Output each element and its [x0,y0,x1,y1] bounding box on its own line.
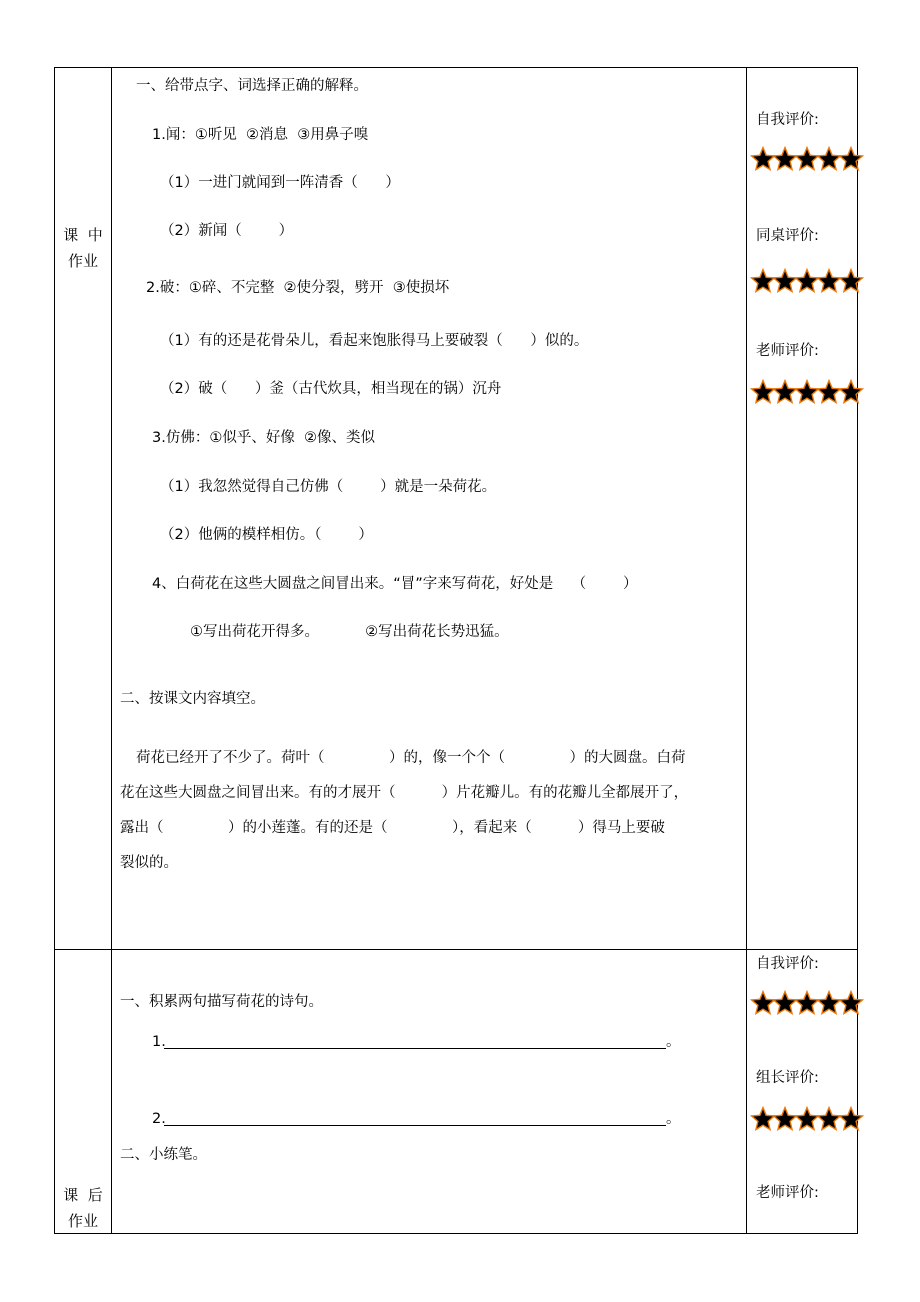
s1-q1-item3b: （2）他俩的模样相仿。（ ） [160,527,373,543]
s2-eval-leader-label: 组长评价: [756,1070,819,1086]
section2-label [55,1182,111,1234]
s1-q1-title: 一、给带点字、词选择正确的解释。 [136,78,368,94]
s1-q2-paragraph [120,741,738,881]
s1-q1-item1: 1.闻：①听见 ②消息 ③用鼻子嗅 [152,127,369,143]
s2-eval-leader-stars[interactable] [750,1106,860,1134]
s1-q1-item4-options: ①写出荷花开得多。 ②写出荷花长势迅猛。 [190,624,509,640]
star-icon[interactable] [838,1106,864,1132]
s2-item1-answer-line[interactable] [164,1048,666,1049]
section1-label-line1: 课 中 [63,226,103,244]
star-icon[interactable] [838,379,864,405]
section1-label [55,222,111,274]
s1-q2-line4: 裂似的。 [120,855,178,871]
s1-q1-item1a: （1）一进门就闻到一阵清香（ ） [160,175,400,191]
s2-item2-answer-line[interactable] [164,1125,666,1126]
column-divider-left [111,68,112,1233]
homework-table [54,67,858,1234]
star-icon[interactable] [838,990,864,1016]
s2-item2-number: 2. [152,1111,166,1127]
s1-q2-line1: 荷花已经开了不少了。荷叶（ ）的，像一个个（ ）的大圆盘。白荷 [136,750,686,766]
s2-item1-number: 1. [152,1034,166,1050]
s1-q1-item1b: （2）新闻（ ） [160,223,294,239]
s2-eval-self-label: 自我评价: [756,956,819,972]
s1-q1-item3: 3.仿佛：①似乎、好像 ②像、类似 [152,430,376,446]
star-icon[interactable] [838,146,864,172]
section2-label-line1: 课 后 [63,1186,103,1204]
s1-eval-teacher-stars[interactable] [750,379,860,407]
s1-q2-line2: 花在这些大圆盘之间冒出来。有的才展开（ ）片花瓣儿。有的花瓣儿全都展开了， [120,785,689,801]
s2-eval-teacher-label: 老师评价: [756,1185,819,1201]
s2-item1-period: 。 [666,1034,681,1050]
row-divider [55,949,857,950]
star-icon[interactable] [838,268,864,294]
s1-q1-item3a: （1）我忽然觉得自己仿佛（ ）就是一朵荷花。 [160,479,497,495]
s1-q1-item4: 4、白荷花在这些大圆盘之间冒出来。“冒”字来写荷花，好处是 （ ） [152,576,638,592]
s1-q2-line3: 露出（ ）的小莲蓬。有的还是（ ），看起来（ ）得马上要破 [120,820,665,836]
s1-q1-item2: 2.破：①碎、不完整 ②使分裂，劈开 ③使损坏 [146,280,450,296]
s1-q1-item2b: （2）破（ ）釜（古代炊具，相当现在的锅）沉舟 [160,381,502,397]
s2-eval-self-stars[interactable] [750,990,860,1018]
s1-eval-self-label: 自我评价: [756,112,819,128]
column-divider-right [746,68,747,1233]
section1-label-line2: 作业 [67,252,98,270]
s1-eval-peer-label: 同桌评价: [756,228,819,244]
s1-eval-teacher-label: 老师评价: [756,343,819,359]
s2-q2-title: 二、小练笔。 [120,1147,207,1163]
section2-label-line2: 作业 [67,1212,98,1230]
s1-q1-item2a: （1）有的还是花骨朵儿，看起来饱胀得马上要破裂（ ）似的。 [160,333,589,349]
s1-q2-title: 二、按课文内容填空。 [120,691,265,707]
s1-eval-self-stars[interactable] [750,146,860,174]
s2-item2-period: 。 [666,1111,681,1127]
s2-q1-title: 一、积累两句描写荷花的诗句。 [120,994,323,1010]
s1-eval-peer-stars[interactable] [750,268,860,296]
